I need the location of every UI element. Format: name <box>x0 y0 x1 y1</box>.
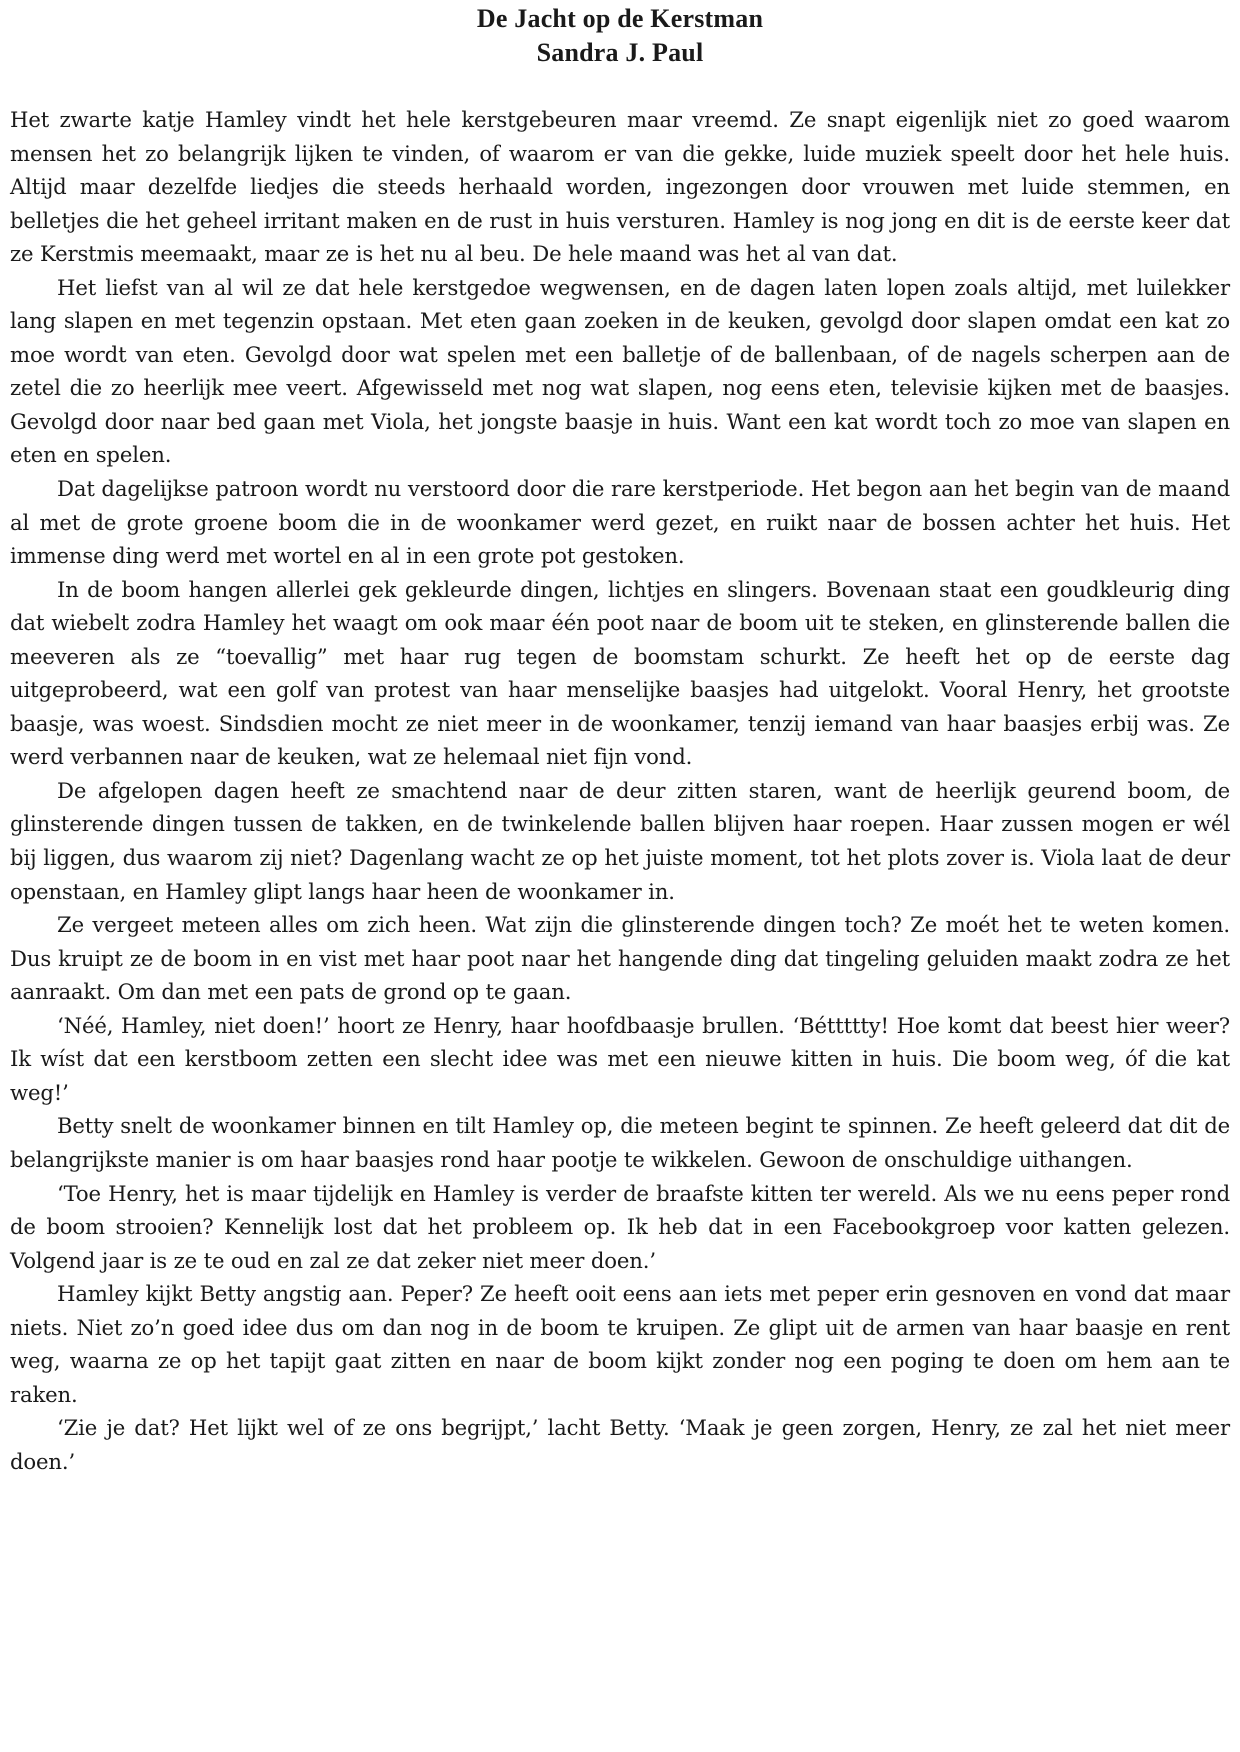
paragraph: In de boom hangen allerlei gek gekleurde dingen, lichtjes en slingers. Bovenaan staat een goudkleurig ding dat wiebelt zodra Hamley het waagt om ook maar één poot naar de boom uit te steken, en glinsterende ballen die meeveren als ze “toevallig” met haar rug tegen de boomstam schurkt. Ze heeft het op de eerste dag uitgeprobeerd, wat een golf van protest van haar menselijke baasjes had uitgelokt. Vooral Henry, het grootste baasje, was woest. Sindsdien mocht ze niet meer in de woonkamer, tenzij iemand van haar baasjes erbij was. Ze werd verbannen naar de keuken, wat ze helemaal niet fijn vond. <box>10 576 1230 770</box>
document-page <box>10 0 1230 1478</box>
paragraph: Ze vergeet meteen alles om zich heen. Wat zijn die glinsterende dingen toch? Ze moét het te weten komen. Dus kruipt ze de boom in en vist met haar poot naar het hangende ding dat tingeling geluiden maakt zodra ze het aanraakt. Om dan met een pats de grond op te gaan. <box>10 912 1230 1005</box>
paragraph: Hamley kijkt Betty angstig aan. Peper? Ze heeft ooit eens aan iets met peper erin gesnoven en vond dat maar niets. Niet zo’n goed idee dus om dan nog in de boom te kruipen. Ze glipt uit de armen van haar baasje en rent weg, waarna ze op het tapijt gaat zitten en naar de boom kijkt zonder nog een poging te doen om hem aan te raken. <box>10 1281 1230 1407</box>
paragraph: De afgelopen dagen heeft ze smachtend naar de deur zitten staren, want de heerlijk geurend boom, de glinsterende dingen tussen de takken, en de twinkelende ballen blijven haar roepen. Haar zussen mogen er wél bij liggen, dus waarom zij niet? Dagenlang wacht ze op het juiste moment, tot het plots zover is. Viola laat de deur openstaan, en Hamley glipt langs haar heen de woonkamer in. <box>10 777 1230 904</box>
paragraph: Dat dagelijkse patroon wordt nu verstoord door die rare kerstperiode. Het begon aan het begin van de maand al met de grote groene boom die in de woonkamer werd gezet, en ruikt naar de bossen achter het huis. Het immense ding werd met wortel en al in een grote pot gestoken. <box>10 476 1230 569</box>
document-title: De Jacht op de Kerstman <box>476 4 764 33</box>
paragraph: Het zwarte katje Hamley vindt het hele kerstgebeuren maar vreemd. Ze snapt eigenlijk niet zo goed waarom mensen het zo belangrijk lijken te vinden, of waarom er van die gekke, luide muziek speelt door het hele huis. Altijd maar dezelfde liedjes die steeds herhaald worden, ingezongen door vrouwen met luide stemmen, en belletjes die het geheel irritant maken en de rust in huis versturen. Hamley is nog jong en dit is de eerste keer dat ze Kerstmis meemaakt, maar ze is het nu al beu. De hele maand was het al van dat. <box>10 107 1230 267</box>
paragraph: Het liefst van al wil ze dat hele kerstgedoe wegwensen, en de dagen laten lopen zoals altijd, met luilekker lang slapen en met tegenzin opstaan. Met eten gaan zoeken in de keuken, gevolgd door slapen omdat een kat zo moe wordt van eten. Gevolgd door wat spelen met een balletje of de ballenbaan, of de nagels scherpen aan de zetel die zo heerlijk mee veert. Afgewisseld met nog wat slapen, nog eens eten, televisie kijken met de baasjes. Gevolgd door naar bed gaan met Viola, het jongste baasje in huis. Want een kat wordt toch zo moe van slapen en eten en spelen. <box>10 274 1230 468</box>
document-body <box>10 103 1230 1478</box>
document-author: Sandra J. Paul <box>536 38 704 67</box>
document-header <box>10 0 1230 70</box>
paragraph: ‘Toe Henry, het is maar tijdelijk en Hamley is verder de braafste kitten ter wereld. Als we nu eens peper rond de boom strooien? Kennelijk lost dat het probleem op. Ik heb dat in een Facebookgroep voor katten gelezen. Volgend jaar is ze te oud en zal ze dat zeker niet meer doen.’ <box>10 1180 1230 1273</box>
paragraph: ‘Néé, Hamley, niet doen!’ hoort ze Henry, haar hoofdbaasje brullen. ‘Béttttty! Hoe komt dat beest hier weer? Ik wíst dat een kerstboom zetten een slecht idee was met een nieuwe kitten in huis. Die boom weg, óf die kat weg!’ <box>10 1012 1230 1105</box>
paragraph: ‘Zie je dat? Het lijkt wel of ze ons begrijpt,’ lacht Betty. ‘Maak je geen zorgen, Henry, ze zal het niet meer doen.’ <box>10 1415 1230 1474</box>
paragraph: Betty snelt de woonkamer binnen en tilt Hamley op, die meteen begint te spinnen. Ze heeft geleerd dat dit de belangrijkste manier is om haar baasjes rond haar pootje te wikkelen. Gewoon de onschuldige uithangen. <box>10 1113 1230 1172</box>
